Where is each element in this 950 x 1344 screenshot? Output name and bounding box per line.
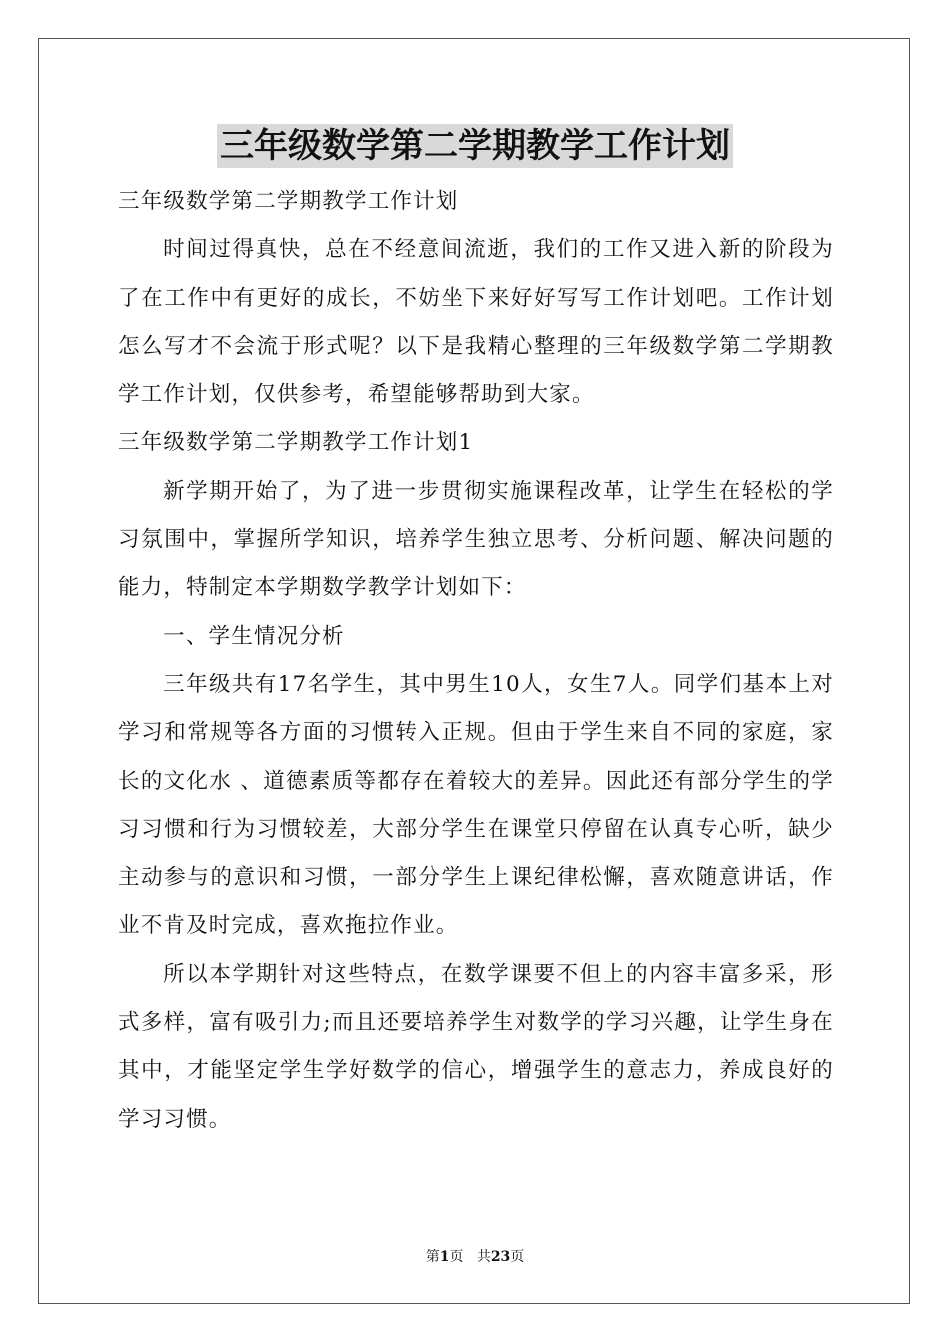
paragraph-section-heading: 三年级数学第二学期教学工作计划1 xyxy=(118,430,474,456)
total-prefix: 共 xyxy=(476,1249,491,1265)
paragraph-intro: 时间过得真快，总在不经意间流逝，我们的工作又进入新的阶段为了在工作中有更好的成长，不妨坐下来好好写写工作计划吧。工作计划怎么写才不会流于形式呢？以下是我精心整理的三年级数学第二学期教学工作计划，仅供参考，希望能够帮助到大家。 xyxy=(118,237,834,408)
document-title: 三年级数学第二学期教学工作计划 xyxy=(217,124,733,168)
title-container xyxy=(0,124,950,168)
total-suffix: 页 xyxy=(510,1249,525,1265)
page-suffix: 页 xyxy=(449,1249,464,1265)
paragraph-heading-student-analysis: 一、学生情况分析 xyxy=(163,623,345,649)
paragraph-opening: 新学期开始了，为了进一步贯彻实施课程改革，让学生在轻松的学习氛围中，掌握所学知识，培养学生独立思考、分析问题、解决问题的能力，特制定本学期数学教学计划如下： xyxy=(118,478,834,601)
paragraph-student-analysis: 三年级共有17名学生，其中男生10人，女生7人。同学们基本上对学习和常规等各方面的习惯转入正规。但由于学生来自不同的家庭，家长的文化水 、道德素质等都存在着较大的差异。因此还有部分学生的学习习惯和行为习惯较差，大部分学生在课堂只停留在认真专心听，缺少主动参与的意识和习惯，一部分学生上课纪律松懈，喜欢随意讲话，作业不肯及时完成，喜欢拖拉作业。 xyxy=(118,671,834,939)
page-footer xyxy=(0,1248,950,1266)
paragraph-subtitle: 三年级数学第二学期教学工作计划 xyxy=(118,189,459,214)
total-pages: 23 xyxy=(490,1249,511,1265)
document-body xyxy=(118,178,834,1144)
paragraph-conclusion: 所以本学期针对这些特点，在数学课要不但上的内容丰富多采，形式多样，富有吸引力;而且还要培养学生对数学的学习兴趣，让学生身在其中，才能坚定学生学好数学的信心，增强学生的意志力，养成良好的学习习惯。 xyxy=(118,961,834,1132)
page-number: 1 xyxy=(439,1249,450,1265)
page-prefix: 第 xyxy=(425,1249,440,1265)
